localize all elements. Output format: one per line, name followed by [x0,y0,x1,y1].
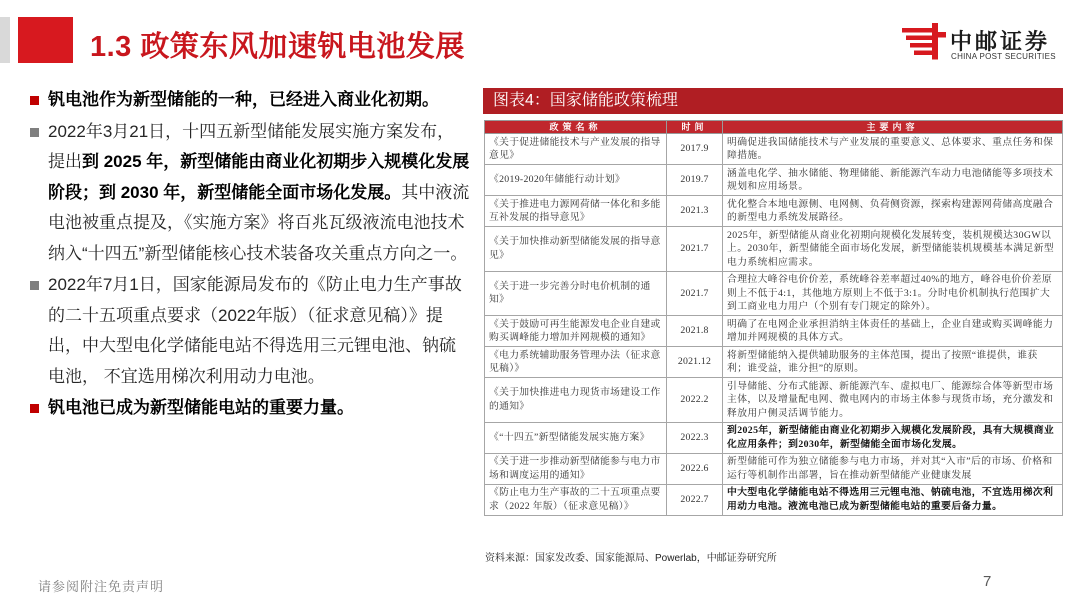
bullet-text-emphasis: 钒电池已成为新型储能电站的重要力量。 [48,398,354,417]
company-logo [902,20,1067,64]
policy-name-cell: 《电力系统辅助服务管理办法（征求意见稿）》 [485,347,667,378]
policy-date-cell: 2019.7 [667,165,723,196]
slide-title: 1.3 政策东风加速钒电池发展 [90,31,465,63]
china-post-logo-icon [902,22,946,60]
policy-figure [483,88,1063,516]
header-red-accent-block [18,17,73,63]
column-header-policy-name: 政策名称 [485,121,667,134]
bullet-item [26,393,471,424]
policy-table [484,120,1063,516]
policy-date-cell: 2021.8 [667,316,723,347]
policy-date-cell: 2021.7 [667,271,723,316]
header-gray-accent-bar [0,17,10,63]
policy-date-cell: 2022.6 [667,453,723,484]
bullet-square-icon [30,281,39,290]
table-row [485,484,1063,515]
policy-date-cell: 2017.9 [667,134,723,165]
logo-name-en: CHINA POST SECURITIES [951,52,1056,61]
bullet-text: 2022年7月1日，国家能源局发布的《防止电力生产事故的二十五项重点要求（2022年版）（征求意见稿）》提出，中大型电化学储能电站不得选用三元锂电池、钠硫电池， 不宜选用梯次利用动力电池。 [48,275,462,386]
policy-content-cell: 引导储能、分布式能源、新能源汽车、虚拟电厂、能源综合体等新型市场主体，以及增量配电网、微电网内的市场主体参与现货市场，充分激发和释放用户侧灵活调节能力。 [723,378,1063,423]
bullet-text: 2022年3月21日，十四五新型储能发展实施方案发布，提出 [48,121,455,171]
policy-name-cell: 《关于促进储能技术与产业发展的指导意见》 [485,134,667,165]
policy-content-cell: 优化整合本地电源侧、电网侧、负荷侧资源，探索构建源网荷储高度融合的新型电力系统发展路径。 [723,196,1063,227]
table-row [485,422,1063,453]
policy-name-cell: 《关于推进电力源网荷储一体化和多能互补发展的指导意见》 [485,196,667,227]
policy-content-cell: 新型储能可作为独立储能参与电力市场，并对其“入市”后的市场、价格和运行等机制作出部署，旨在推动新型储能产业健康发展 [723,453,1063,484]
policy-name-cell: 《关于加快推动新型储能发展的指导意见》 [485,227,667,272]
page-number: 7 [983,573,992,590]
table-row [485,347,1063,378]
bullet-item [26,85,471,116]
policy-name-cell: 《关于进一步推动新型储能参与电力市场和调度运用的通知》 [485,453,667,484]
policy-content-cell: 中大型电化学储能电站不得选用三元锂电池、钠硫电池，不宜选用梯次利用动力电池。液流电池已成为新型储能电站的重要后备力量。 [723,484,1063,515]
footer-disclaimer: 请参阅附注免责声明 [38,579,165,594]
bullet-square-icon [30,404,39,413]
policy-content-cell: 明确促进我国储能技术与产业发展的重要意义、总体要求、重点任务和保障措施。 [723,134,1063,165]
table-row [485,227,1063,272]
policy-content-cell: 明确了在电网企业承担消纳主体责任的基础上，企业自建或购买调峰能力增加并网规模的具体方式。 [723,316,1063,347]
policy-date-cell: 2022.7 [667,484,723,515]
policy-date-cell: 2022.3 [667,422,723,453]
policy-name-cell: 《关于鼓励可再生能源发电企业自建或购买调峰能力增加并网规模的通知》 [485,316,667,347]
policy-content-cell: 将新型储能纳入提供辅助服务的主体范围，提出了按照“谁提供，谁获利；谁受益，谁分担”的原则。 [723,347,1063,378]
policy-name-cell: 《“十四五”新型储能发展实施方案》 [485,422,667,453]
table-row [485,271,1063,316]
bullet-list [26,85,471,425]
policy-name-cell: 《关于加快推进电力现货市场建设工作的通知》 [485,378,667,423]
bullet-item [26,270,471,392]
bullet-text-emphasis: 到 2025 年，新型储能由商业化初期步入规模化发展阶段；到 2030 年，新型储能全面市场化发展。 [48,152,470,202]
figure-title: 图表4：国家储能政策梳理 [483,88,1063,114]
policy-date-cell: 2021.12 [667,347,723,378]
table-row [485,316,1063,347]
policy-content-cell: 2025年，新型储能从商业化初期向规模化发展转变，装机规模达30GW以上。2030年，新型储能全面市场化发展，新型储能装机规模基本满足新型电力系统相应需求。 [723,227,1063,272]
logo-name-cn: 中邮证券 [950,29,1051,54]
table-row [485,134,1063,165]
bullet-square-icon [30,96,39,105]
column-header-content: 主要内容 [723,121,1063,134]
table-row [485,165,1063,196]
policy-name-cell: 《关于进一步完善分时电价机制的通知》 [485,271,667,316]
policy-content-cell: 到2025年，新型储能由商业化初期步入规模化发展阶段，具有大规模商业化应用条件；到2030年，新型储能全面市场化发展。 [723,422,1063,453]
figure-source: 资料来源：国家发改委、国家能源局、Powerlab，中邮证券研究所 [485,553,777,564]
policy-date-cell: 2021.7 [667,227,723,272]
policy-name-cell: 《防止电力生产事故的二十五项重点要求（2022 年版）（征求意见稿）》 [485,484,667,515]
policy-date-cell: 2022.2 [667,378,723,423]
policy-content-cell: 合理拉大峰谷电价价差，系统峰谷差率超过40%的地方，峰谷电价价差原则上不低于4:1，其他地方原则上不低于3:1。分时电价机制执行范围扩大到工商业电力用户（个别有专门规定的除外）。 [723,271,1063,316]
table-row [485,378,1063,423]
bullet-item [26,117,471,270]
table-row [485,196,1063,227]
policy-date-cell: 2021.3 [667,196,723,227]
policy-content-cell: 涵盖电化学、抽水储能、物理储能、新能源汽车动力电池储能等多项技术规划和应用场景。 [723,165,1063,196]
column-header-date: 时间 [667,121,723,134]
bullet-text: 其中液流电池被重点提及，《实施方案》将百兆瓦级液流电池技术纳入“十四五”新型储能核心技术装备攻关重点方向之一。 [48,182,470,263]
policy-name-cell: 《2019-2020年储能行动计划》 [485,165,667,196]
bullet-square-icon [30,128,39,137]
bullet-text-emphasis: 钒电池作为新型储能的一种，已经进入商业化初期。 [48,90,439,109]
table-row [485,453,1063,484]
table-header-row [485,121,1063,134]
